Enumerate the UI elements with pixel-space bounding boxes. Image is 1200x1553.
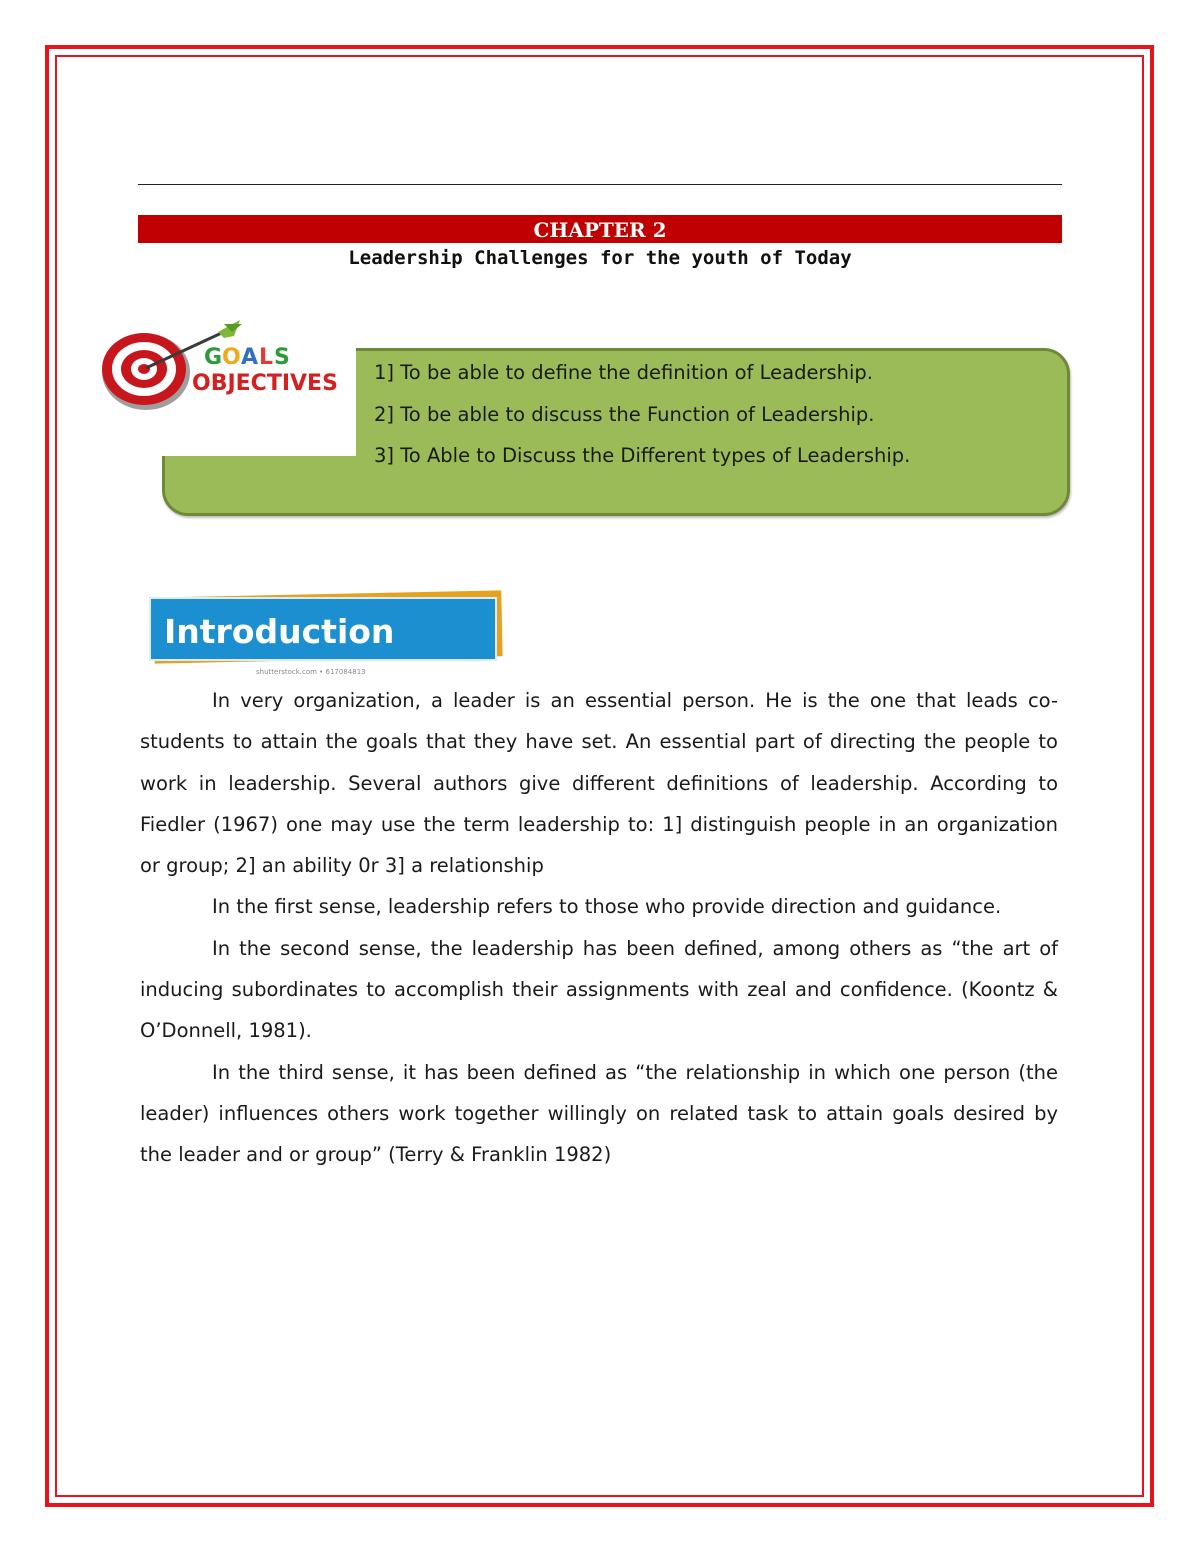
introduction-banner-text: Introduction	[164, 612, 395, 651]
objective-item: 3] To Able to Discuss the Different types of Leadership.	[374, 444, 911, 467]
svg-text:A: A	[241, 345, 259, 370]
paragraph: In the second sense, the leadership has been defined, among others as “the art of inducing subordinates to accomplish their assignments with zeal and confidence. (Koontz & O’Donnell, 1981).	[140, 936, 1058, 1043]
target-icon	[102, 333, 190, 410]
header-rule	[138, 184, 1062, 185]
objectives-text: OBJECTIVES	[192, 371, 338, 396]
banner-watermark: shutterstock.com • 617084813	[256, 668, 366, 676]
paragraph: In the first sense, leadership refers to those who provide direction and guidance.	[212, 895, 1002, 919]
chapter-title: Leadership Challenges for the youth of Today	[348, 247, 852, 269]
svg-text:O: O	[222, 345, 241, 370]
objectives-list	[374, 352, 910, 477]
svg-text:L: L	[259, 345, 274, 370]
objective-item: 1] To be able to define the definition of Leadership.	[374, 361, 873, 384]
paragraph: In very organization, a leader is an essential person. He is the one that leads co-students to attain the goals that they have set. An essential part of directing the people to work in leadership. Several authors give different definitions of leadership. According to Fiedler (1967) one may use the term leadership to: 1] distinguish people in an organization or group; 2] an ability 0r 3] a relationship	[140, 689, 1058, 878]
paragraph: In the third sense, it has been defined as “the relationship in which one person (the leader) influences others work together willingly on related task to attain goals desired by the leader and or group” (Terry & Franklin 1982)	[140, 1060, 1058, 1167]
introduction-body	[140, 680, 1058, 1176]
goals-objectives-logo	[100, 318, 350, 414]
chapter-label: CHAPTER 2	[138, 215, 1062, 243]
introduction-banner	[146, 588, 506, 680]
goals-text	[204, 345, 290, 370]
svg-text:G: G	[204, 345, 223, 370]
svg-text:S: S	[274, 345, 290, 370]
objective-item: 2] To be able to discuss the Function of Leadership.	[374, 402, 875, 426]
